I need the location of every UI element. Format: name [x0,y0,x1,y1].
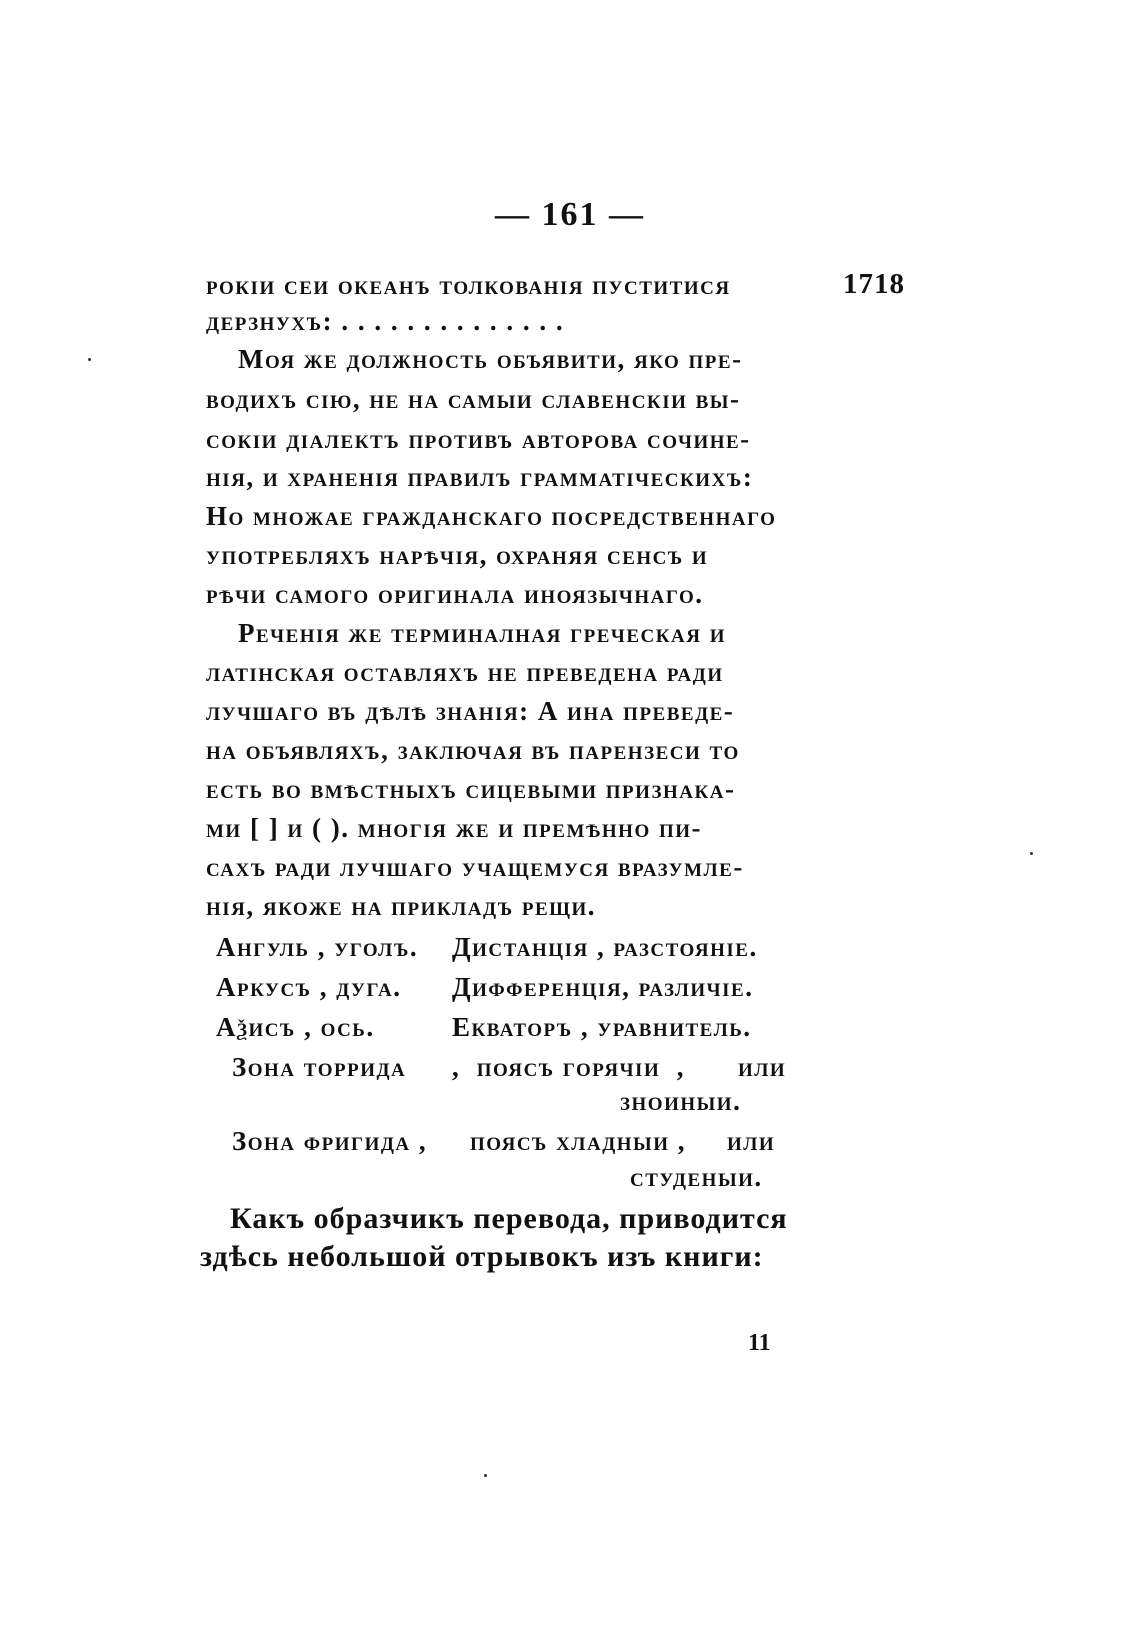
scan-speck [88,358,91,361]
text-line: на объявляхъ, заключая въ парензеси то [206,735,740,765]
text-line: сахъ ради лучшаго учащемуся вразумле- [206,852,744,882]
text-line: Моя же должность объявити, яко пре- [238,344,743,374]
text-line: рокіи сеи океанъ толкованія пуститися [206,270,731,300]
scan-speck [484,1474,487,1477]
glossary-term: Ангуль , уголъ. [216,932,419,962]
glossary-term: Дифференція, различіе. [452,972,754,1002]
text-line: нія, и храненія правилъ грамматіческихъ: [206,462,754,492]
glossary-term: Зона фригида , [232,1126,428,1156]
glossary-term: Зона торрида [232,1052,407,1082]
text-line: сокіи діалектъ противъ авторова сочине- [206,424,751,454]
text-line: дерзнухъ: . . . . . . . . . . . . . . [206,306,565,336]
glossary-term: , поясъ горячіи , [452,1052,685,1082]
glossary-term: поясъ хладныи , [470,1126,686,1156]
glossary-term: студеныи. [630,1162,763,1192]
text-line: нія, якоже на прикладъ рещи. [206,891,597,921]
signature-mark: 11 [748,1330,771,1356]
text-line: здѣсь небольшой отрывокъ изъ книги: [200,1240,764,1273]
glossary-term: или [727,1126,776,1156]
text-line: Какъ образчикъ перевода, приводится [230,1202,788,1235]
text-line: рѣчи самого оригинала иноязычнаго. [206,579,704,609]
glossary-term: Екваторъ , уравнитель. [452,1012,752,1042]
text-line: латінская оставляхъ не преведена ради [206,657,724,687]
text-line: употребляхъ нарѣчія, охраняя сенсъ и [206,540,709,570]
scan-speck [1030,852,1033,855]
text-line: Реченія же терминалная греческая и [238,618,727,648]
text-line: Но множае гражданскаго посредственнаго [206,501,777,531]
glossary-term: Аркусъ , дуга. [216,972,402,1002]
glossary-term: Аѯисъ , ось. [216,1012,375,1042]
glossary-term: или [738,1052,787,1082]
text-line: есть во вмѣстныхъ сицевыми признака- [206,774,736,804]
glossary-term: зноиныи. [620,1086,742,1116]
text-line: ми [ ] и ( ). многія же и премѣнно пи- [206,813,703,843]
text-line: водихъ сію, не на самыи славенскіи вы- [206,384,741,414]
margin-year: 1718 [843,268,905,300]
glossary-term: Дистанція , разстояніе. [452,932,758,962]
page-number: — 161 — [495,196,645,233]
text-line: лучшаго въ дѣлѣ знанія: А ина преведе- [206,696,735,726]
